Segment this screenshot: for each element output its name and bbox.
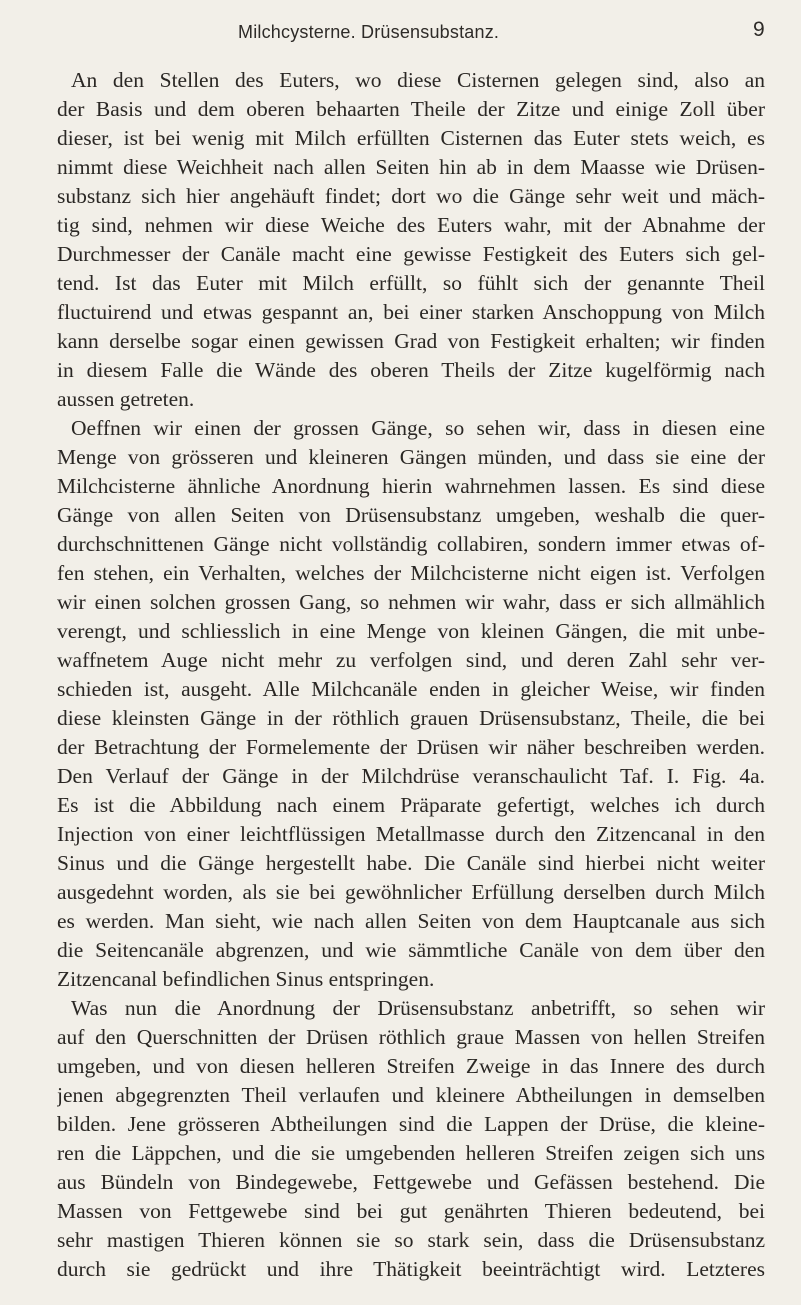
text-line: tig sind, nehmen wir diese Weiche des Euters wahr, mit der Abnahme der [57, 213, 765, 237]
text-line: substanz sich hier angehäuft findet; dort wo die Gänge sehr weit und mäch- [57, 184, 765, 208]
text-line: die Seitencanäle abgrenzen, und wie sämmtliche Canäle von dem über den [57, 938, 765, 962]
text-line: ausgedehnt worden, als sie bei gewöhnlicher Erfüllung derselben durch Milch [57, 880, 765, 904]
text-line: Milchcisterne ähnliche Anordnung hierin wahrnehmen lassen. Es sind diese [57, 474, 765, 498]
text-line: schieden ist, ausgeht. Alle Milchcanäle enden in gleicher Weise, wir finden [57, 677, 765, 701]
text-line: aus Bündeln von Bindegewebe, Fettgewebe und Gefässen bestehend. Die [57, 1170, 765, 1194]
text-line: durch sie gedrückt und ihre Thätigkeit beeinträchtigt wird. Letzteres [57, 1257, 765, 1281]
text-line: tend. Ist das Euter mit Milch erfüllt, so fühlt sich der genannte Theil [57, 271, 765, 295]
text-line: Oeffnen wir einen der grossen Gänge, so sehen wir, dass in diesen eine [71, 416, 765, 440]
text-line: verengt, und schliesslich in eine Menge von kleinen Gängen, die mit unbe- [57, 619, 765, 643]
text-line: der Betrachtung der Formelemente der Drüsen wir näher beschreiben werden. [57, 735, 765, 759]
text-line: waffnetem Auge nicht mehr zu verfolgen sind, und deren Zahl sehr ver- [57, 648, 765, 672]
text-line: Injection von einer leichtflüssigen Metallmasse durch den Zitzencanal in den [57, 822, 765, 846]
text-line: bilden. Jene grösseren Abtheilungen sind die Lappen der Drüse, die kleine- [57, 1112, 765, 1136]
text-line: An den Stellen des Euters, wo diese Cisternen gelegen sind, also an [71, 68, 765, 92]
text-line: aussen getreten. [57, 387, 195, 411]
text-line: ren die Läppchen, und die sie umgebenden helleren Streifen zeigen sich uns [57, 1141, 765, 1165]
text-line: Den Verlauf der Gänge in der Milchdrüse veranschaulicht Taf. I. Fig. 4a. [57, 764, 765, 788]
text-line: jenen abgegrenzten Theil verlaufen und kleinere Abtheilungen in demselben [57, 1083, 765, 1107]
text-line: Sinus und die Gänge hergestellt habe. Die Canäle sind hierbei nicht weiter [57, 851, 765, 875]
page-number: 9 [753, 18, 765, 41]
text-line: Menge von grösseren und kleineren Gängen münden, und dass sie eine der [57, 445, 765, 469]
text-line: in diesem Falle die Wände des oberen Theils der Zitze kugelförmig nach [57, 358, 765, 382]
text-line: fen stehen, ein Verhalten, welches der Milchcisterne nicht eigen ist. Verfolgen [57, 561, 765, 585]
text-line: Massen von Fettgewebe sind bei gut genährten Thieren bedeutend, bei [57, 1199, 765, 1223]
text-line: der Basis und dem oberen behaarten Theile der Zitze und einige Zoll über [57, 97, 765, 121]
text-line: umgeben, und von diesen helleren Streifen Zweige in das Innere des durch [57, 1054, 765, 1078]
text-line: dieser, ist bei wenig mit Milch erfüllten Cisternen das Euter stets weich, es [57, 126, 765, 150]
text-line: nimmt diese Weichheit nach allen Seiten hin ab in dem Maasse wie Drüsen- [57, 155, 765, 179]
running-head: Milchcysterne. Drüsensubstanz. [238, 22, 500, 42]
text-line: es werden. Man sieht, wie nach allen Seiten von dem Hauptcanale aus sich [57, 909, 765, 933]
text-line: wir einen solchen grossen Gang, so nehmen wir wahr, dass er sich allmählich [57, 590, 765, 614]
text-line: Durchmesser der Canäle macht eine gewisse Festigkeit des Euters sich gel- [57, 242, 765, 266]
text-line: sehr mastigen Thieren können sie so stark sein, dass die Drüsensubstanz [57, 1228, 765, 1252]
text-line: auf den Querschnitten der Drüsen röthlich graue Massen von hellen Streifen [57, 1025, 765, 1049]
text-line: durchschnittenen Gänge nicht vollständig collabiren, sondern immer etwas of- [57, 532, 765, 556]
text-line: diese kleinsten Gänge in der röthlich grauen Drüsensubstanz, Theile, die bei [57, 706, 765, 730]
text-line: Was nun die Anordnung der Drüsensubstanz anbetrifft, so sehen wir [71, 996, 765, 1020]
text-line: kann derselbe sogar einen gewissen Grad von Festigkeit erhalten; wir finden [57, 329, 765, 353]
text-line: fluctuirend und etwas gespannt an, bei einer starken Anschoppung von Milch [57, 300, 765, 324]
text-line: Zitzencanal befindlichen Sinus entspringen. [57, 967, 435, 991]
text-line: Es ist die Abbildung nach einem Präparate gefertigt, welches ich durch [57, 793, 765, 817]
text-line: Gänge von allen Seiten von Drüsensubstanz umgeben, weshalb die quer- [57, 503, 765, 527]
